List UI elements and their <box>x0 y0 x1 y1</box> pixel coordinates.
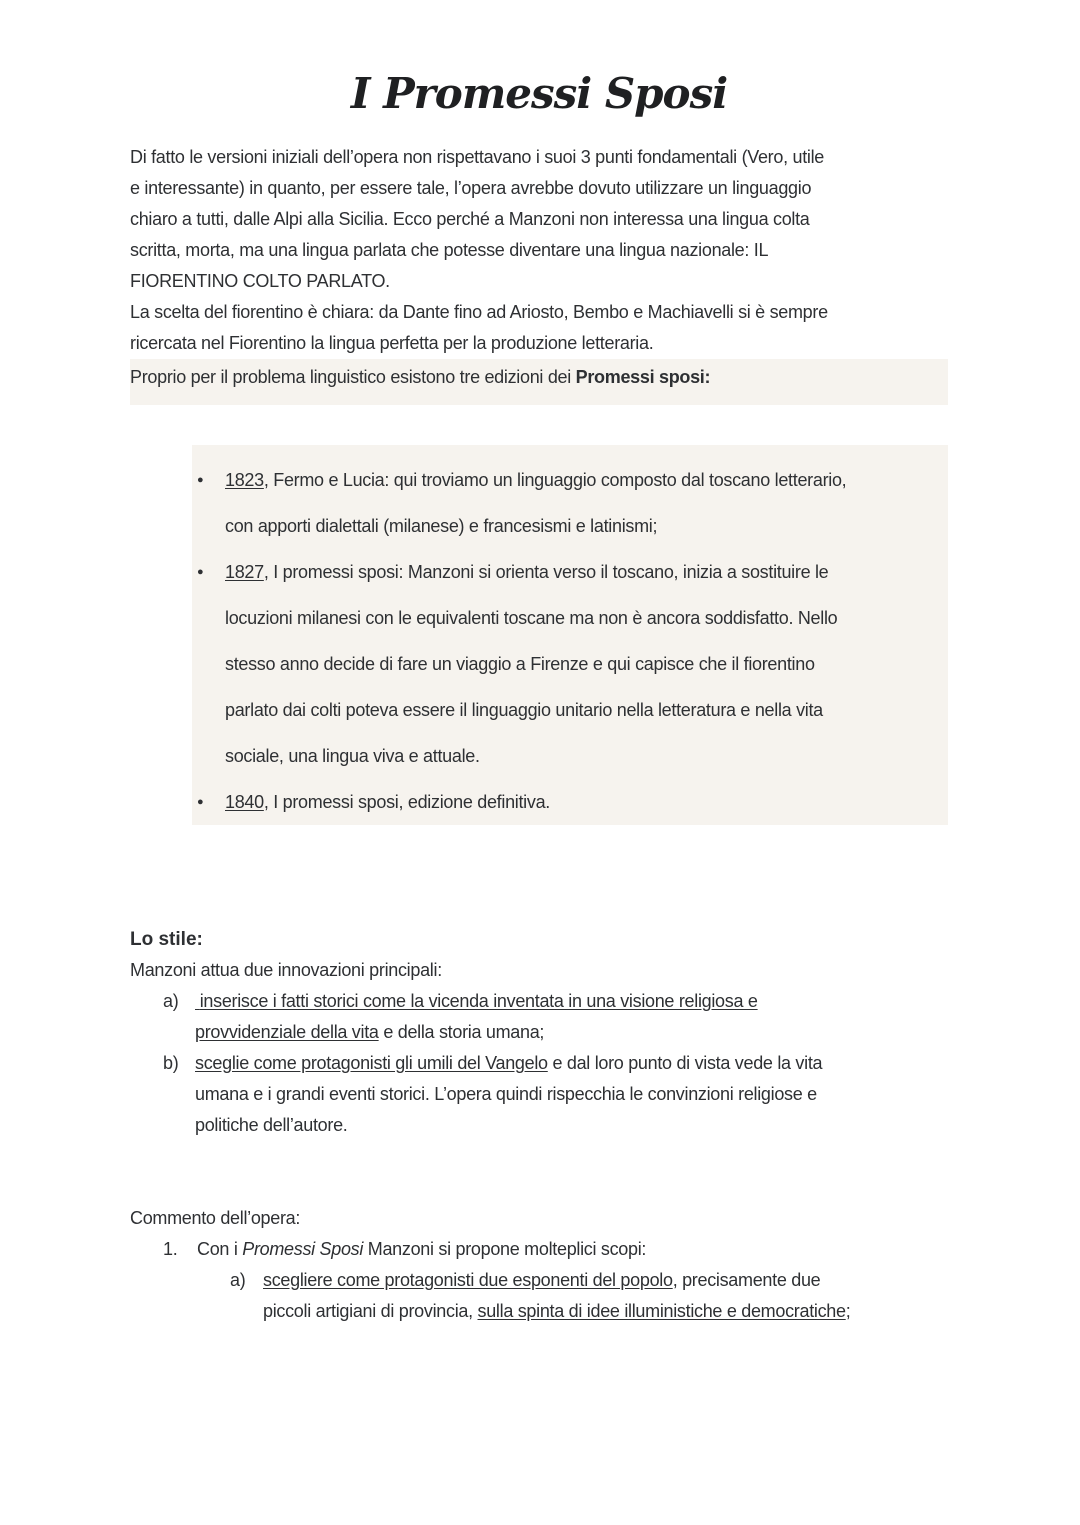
text-line <box>225 457 846 503</box>
style-heading: Lo stile: <box>130 929 203 950</box>
list-item-body <box>225 779 550 825</box>
text-line <box>130 235 948 266</box>
text-segment: scritta, morta, ma una lingua parlata che potesse diventare una lingua nazionale: IL <box>130 240 769 260</box>
text-segment: piccoli artigiani di provincia, <box>263 1301 478 1321</box>
text-segment: , precisamente due <box>672 1270 821 1290</box>
style-intro-line: Manzoni attua due innovazioni principali: <box>130 960 442 980</box>
text-line <box>225 595 837 641</box>
list-item-body <box>197 1234 646 1265</box>
text-segment: e interessante) in quanto, per essere tale, l’opera avrebbe dovuto utilizzare un linguaggio <box>130 178 812 198</box>
text-line <box>130 142 948 173</box>
comment-list <box>130 1234 948 1327</box>
text-segment: Di fatto le versioni iniziali dell’opera non rispettavano i suoi 3 punti fondamentali (Vero, utile <box>130 147 825 167</box>
intro-paragraph <box>130 142 948 359</box>
list-item-body <box>225 549 837 779</box>
list-marker: b) <box>163 1053 179 1073</box>
text-segment: Promessi sposi: <box>575 367 711 387</box>
text-line <box>195 986 758 1017</box>
list-item-body <box>195 1048 822 1141</box>
list-item <box>192 457 948 549</box>
list-item <box>230 1265 948 1327</box>
text-line <box>197 1234 646 1265</box>
text-line <box>225 733 837 779</box>
text-segment: sceglie come protagonisti gli umili del Vangelo <box>195 1053 548 1073</box>
text-segment: chiaro a tutti, dalle Alpi alla Sicilia. Ecco perché a Manzoni non interessa una lingua colta <box>130 209 810 229</box>
list-item-body <box>195 986 758 1048</box>
text-segment: sulla spinta di idee illuministiche e democratiche <box>477 1301 846 1321</box>
text-line <box>130 173 948 204</box>
text-segment: locuzioni milanesi con le equivalenti toscane ma non è ancora soddisfatto. Nello <box>225 608 838 628</box>
text-segment: Manzoni si propone molteplici scopi: <box>363 1239 647 1259</box>
page-title: I Promessi Sposi <box>350 69 728 118</box>
text-segment: stesso anno decide di fare un viaggio a Firenze e qui capisce che il fiorentino <box>225 654 815 674</box>
text-segment: e della storia umana; <box>378 1022 545 1042</box>
text-line <box>225 687 837 733</box>
text-segment: Promessi Sposi <box>242 1239 364 1259</box>
list-item <box>163 1234 948 1265</box>
list-item-body <box>263 1265 850 1327</box>
text-segment: , I promessi sposi, edizione definitiva. <box>263 792 550 812</box>
list-marker: a) <box>230 1270 246 1290</box>
text-line <box>130 266 948 297</box>
text-line <box>195 1048 822 1079</box>
list-marker: ● <box>197 474 204 486</box>
text-line <box>130 362 948 393</box>
list-item-body <box>225 457 846 549</box>
text-line <box>130 204 948 235</box>
text-line <box>263 1296 850 1327</box>
text-segment: umana e i grandi eventi storici. L’opera quindi rispecchia le convinzioni religiose e <box>195 1084 817 1104</box>
text-segment: ricercata nel Fiorentino la lingua perfetta per la produzione letteraria. <box>130 333 654 353</box>
text-line <box>225 549 837 595</box>
text-line <box>225 503 846 549</box>
style-list <box>130 986 948 1141</box>
document-content <box>130 68 948 1327</box>
text-line <box>225 641 837 687</box>
text-line <box>195 1079 822 1110</box>
text-line <box>195 1017 758 1048</box>
text-segment: 1823 <box>225 470 264 490</box>
list-marker: ● <box>197 796 204 808</box>
list-marker: ● <box>197 566 204 578</box>
text-segment: politiche dell’autore. <box>195 1115 348 1135</box>
list-item <box>192 779 948 825</box>
editions-bullet-list <box>192 445 948 825</box>
text-line <box>195 1110 822 1141</box>
text-segment: 1840 <box>225 792 264 812</box>
list-marker: a) <box>163 991 179 1011</box>
list-item <box>192 549 948 779</box>
comment-heading: Commento dell’opera: <box>130 1208 301 1228</box>
editions-intro-highlight <box>130 359 948 405</box>
text-segment: ; <box>845 1301 851 1321</box>
text-segment: Con i <box>197 1239 243 1259</box>
text-segment: sociale, una lingua viva e attuale. <box>225 746 480 766</box>
text-segment: scegliere come protagonisti due esponenti del popolo <box>263 1270 673 1290</box>
text-line <box>263 1265 850 1296</box>
text-line <box>225 779 550 825</box>
text-segment: e dal loro punto di vista vede la vita <box>547 1053 823 1073</box>
text-line <box>130 328 948 359</box>
list-item <box>163 1048 948 1141</box>
text-segment: con apporti dialettali (milanese) e francesismi e latinismi; <box>225 516 658 536</box>
text-segment: inserisce i fatti storici come la vicenda inventata in una visione religiosa e <box>195 991 758 1011</box>
text-segment: parlato dai colti poteva essere il linguaggio unitario nella letteratura e nella vita <box>225 700 823 720</box>
list-marker: 1. <box>163 1239 178 1259</box>
text-segment: provvidenziale della vita <box>195 1022 379 1042</box>
text-segment: , I promessi sposi: Manzoni si orienta verso il toscano, inizia a sostituire le <box>263 562 829 582</box>
text-segment: Proprio per il problema linguistico esistono tre edizioni dei <box>130 367 576 387</box>
text-segment: 1827 <box>225 562 264 582</box>
text-segment: FIORENTINO COLTO PARLATO. <box>130 271 390 291</box>
text-segment: , Fermo e Lucia: qui troviamo un linguaggio composto dal toscano letterario, <box>263 470 847 490</box>
text-line <box>130 297 948 328</box>
list-item <box>163 986 948 1048</box>
text-segment: La scelta del fiorentino è chiara: da Dante fino ad Ariosto, Bembo e Machiavelli si è sempre <box>130 302 828 322</box>
